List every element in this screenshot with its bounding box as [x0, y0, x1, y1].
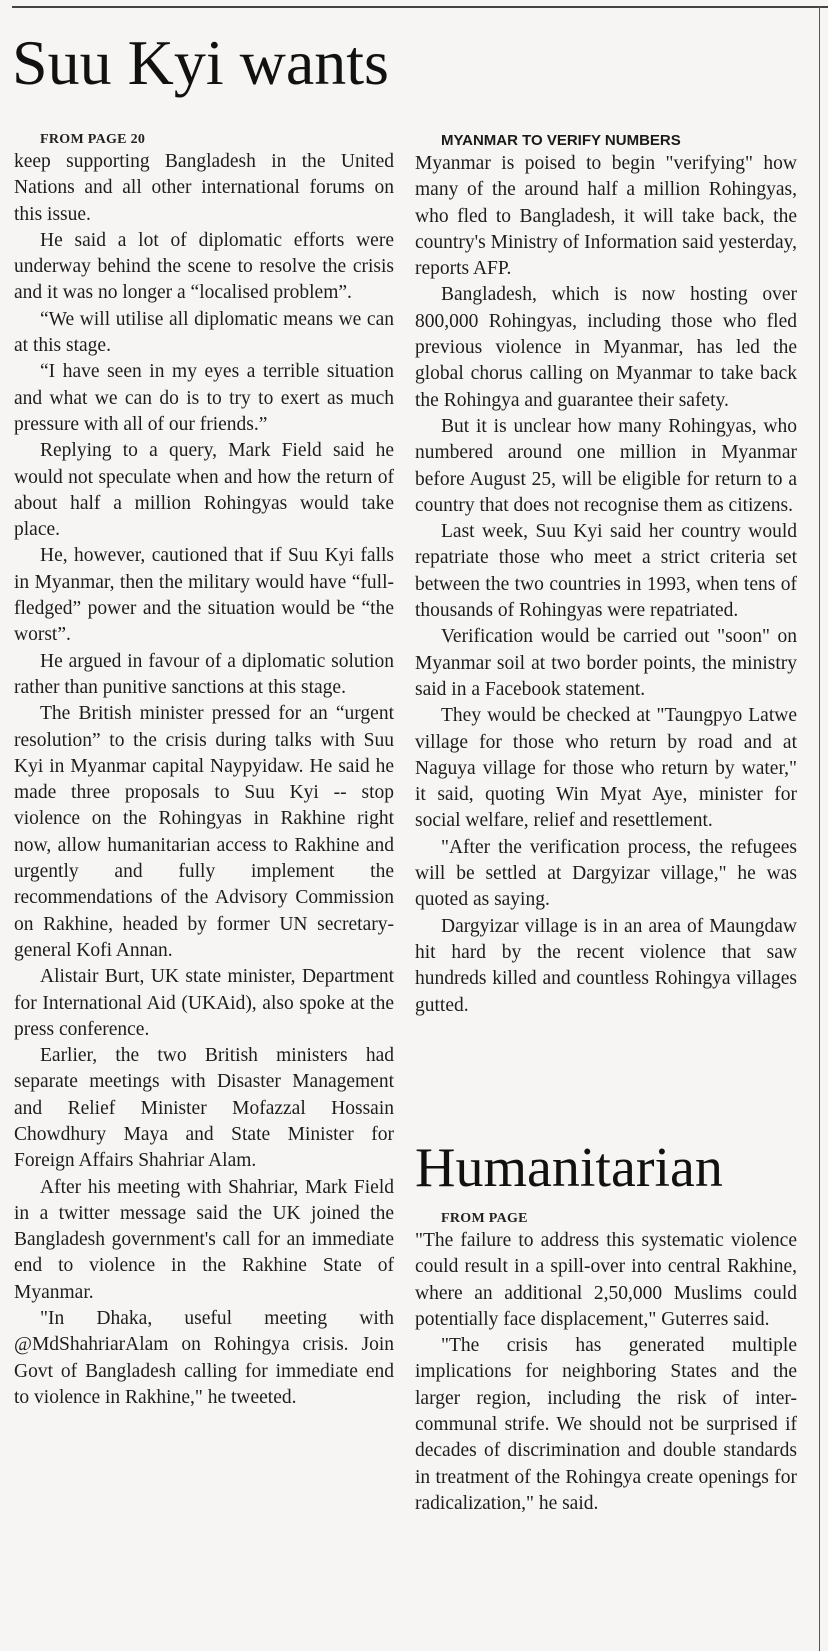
paragraph: "In Dhaka, useful meeting with @MdShahriarAlam on Rohingya crisis. Join Govt of Bangladesh calling for immediate end to violence in Rakhine," he tweeted. [14, 1308, 394, 1408]
paragraph: Last week, Suu Kyi said her country would repatriate those who meet a strict criteria set between the two countries in 1993, when tens of thousands of Rohingyas were repatriated. [415, 521, 797, 622]
paragraph: After his meeting with Shahriar, Mark Field in a twitter message said the UK joined the Bangladesh government's call for an immediate end to violence in the Rakhine State of Myanmar. [14, 1176, 394, 1303]
subhead: MYANMAR TO VERIFY NUMBERS [441, 132, 681, 149]
paragraph: "The crisis has generated multiple implications for neighboring States and the larger region, including the risk of inter-communal strife. We should not be surprised if decades of discrimination and double standards in treatment of the Rohingya create openings for radicalization," he said. [415, 1335, 797, 1514]
column-rule [819, 6, 821, 1651]
continuation-kicker: FROM PAGE [441, 1211, 528, 1226]
paragraph: Myanmar is poised to begin "verifying" how many of the around half a million Rohingyas, who fled to Bangladesh, it will take back, the country's Ministry of Information said yesterday, reports AFP. [415, 153, 797, 280]
paragraph: Replying to a query, Mark Field said he would not speculate when and how the return of about half a million Rohingyas would take place. [14, 440, 394, 541]
paragraph: keep supporting Bangladesh in the United Nations and all other international forums on this issue. [14, 151, 394, 225]
paragraph: The British minister pressed for an “urgent resolution” to the crisis during talks with Suu Kyi in Myanmar capital Naypyidaw. He said he made three proposals to Suu Kyi -- stop violence on the Rohingyas in Rakhine right now, allow humanitarian access to Rakhine and urgently and fully implement the recommendations of the Advisory Commission on Rakhine, headed by former UN secretary-general Kofi Annan. [14, 703, 394, 961]
paragraph: "The failure to address this systematic violence could result in a spill-over into central Rakhine, where an additional 2,50,000 Muslims could potentially face displacement," Guterres said. [415, 1230, 797, 1330]
story-humanitarian-column [415, 1210, 797, 1517]
paragraph: Verification would be carried out "soon" on Myanmar soil at two border points, the ministry said in a Facebook statement. [415, 626, 797, 700]
paragraph: But it is unclear how many Rohingyas, who numbered around one million in Myanmar before August 25, will be eligible for return to a country that does not recognise them as citizens. [415, 415, 797, 516]
paragraph: He said a lot of diplomatic efforts were underway behind the scene to resolve the crisis and it was no longer a “localised problem”. [14, 229, 394, 304]
story-headline-suu-kyi: Suu Kyi wants [12, 27, 389, 98]
paragraph: “We will utilise all diplomatic means we can at this stage. [14, 308, 394, 357]
paragraph: Earlier, the two British ministers had separate meetings with Disaster Management and Relief Minister Mofazzal Hossain Chowdhury Maya and State Minister for Foreign Affairs Shahriar Alam. [14, 1045, 394, 1172]
story-myanmar-verify-column [415, 131, 797, 1019]
story-suu-kyi-column [14, 131, 394, 1411]
paragraph: He argued in favour of a diplomatic solution rather than punitive sanctions at this stage. [14, 650, 394, 698]
paragraph: They would be checked at "Taungpyo Latwe village for those who return by road and at Naguya village for those who return by water," it said, quoting Win Myat Aye, minister for social welfare, relief and resettlement. [415, 705, 797, 832]
paragraph: Alistair Burt, UK state minister, Department for International Aid (UKAid), also spoke at the press conference. [14, 966, 394, 1040]
paragraph: He, however, cautioned that if Suu Kyi falls in Myanmar, then the military would have “full-fledged” power and the situation would be “the worst”. [14, 545, 394, 646]
paragraph: "After the verification process, the refugees will be settled at Dargyizar village," he was quoted as saying. [415, 836, 797, 911]
paragraph: “I have seen in my eyes a terrible situation and what we can do is to try to exert as much pressure with all of our friends.” [14, 361, 394, 435]
paragraph: Bangladesh, which is now hosting over 800,000 Rohingyas, including those who fled previous violence in Myanmar, has led the global chorus calling on Myanmar to take back the Rohingya and guarantee their safety. [415, 284, 797, 411]
continuation-kicker: FROM PAGE 20 [40, 132, 146, 147]
paragraph: Dargyizar village is in an area of Maungdaw hit hard by the recent violence that saw hundreds killed and countless Rohingya villages gutted. [415, 915, 797, 1016]
top-rule [12, 6, 828, 8]
story-headline-humanitarian: Humanitarian [415, 1137, 723, 1199]
